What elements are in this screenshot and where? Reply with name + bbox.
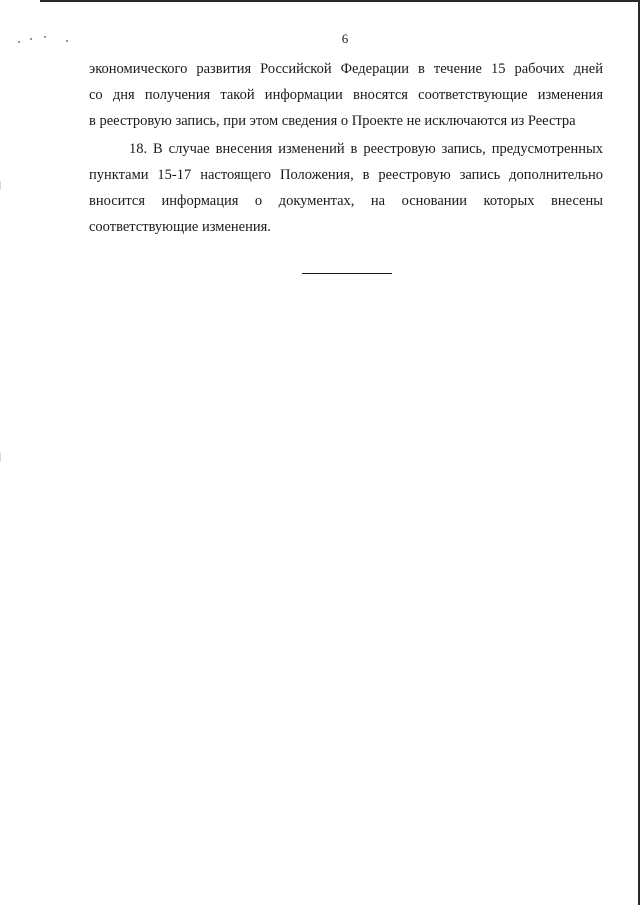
text-line: пунктами 15-17 настоящего Положения, в реестровую запись дополнительно (89, 167, 603, 183)
text-line: со дня получения такой информации вносятся соответствующие изменения (89, 87, 603, 103)
paragraph-continuation (89, 56, 603, 134)
text-line: вносится информация о документах, на основании которых внесены (89, 193, 603, 209)
text-line: соответствующие изменения. (89, 219, 271, 235)
page-number: 6 (341, 31, 349, 46)
paragraph-18 (89, 136, 603, 240)
end-of-document-rule (302, 273, 392, 274)
text-line: экономического развития Российской Федерации в течение 15 рабочих дней (89, 61, 603, 77)
scan-edge-top (40, 0, 640, 2)
scan-edge-left (0, 0, 1, 905)
text-line: 18. В случае внесения изменений в реестровую запись, предусмотренных (129, 141, 603, 157)
text-line: в реестровую запись, при этом сведения о Проекте не исключаются из Реестра (89, 113, 576, 129)
